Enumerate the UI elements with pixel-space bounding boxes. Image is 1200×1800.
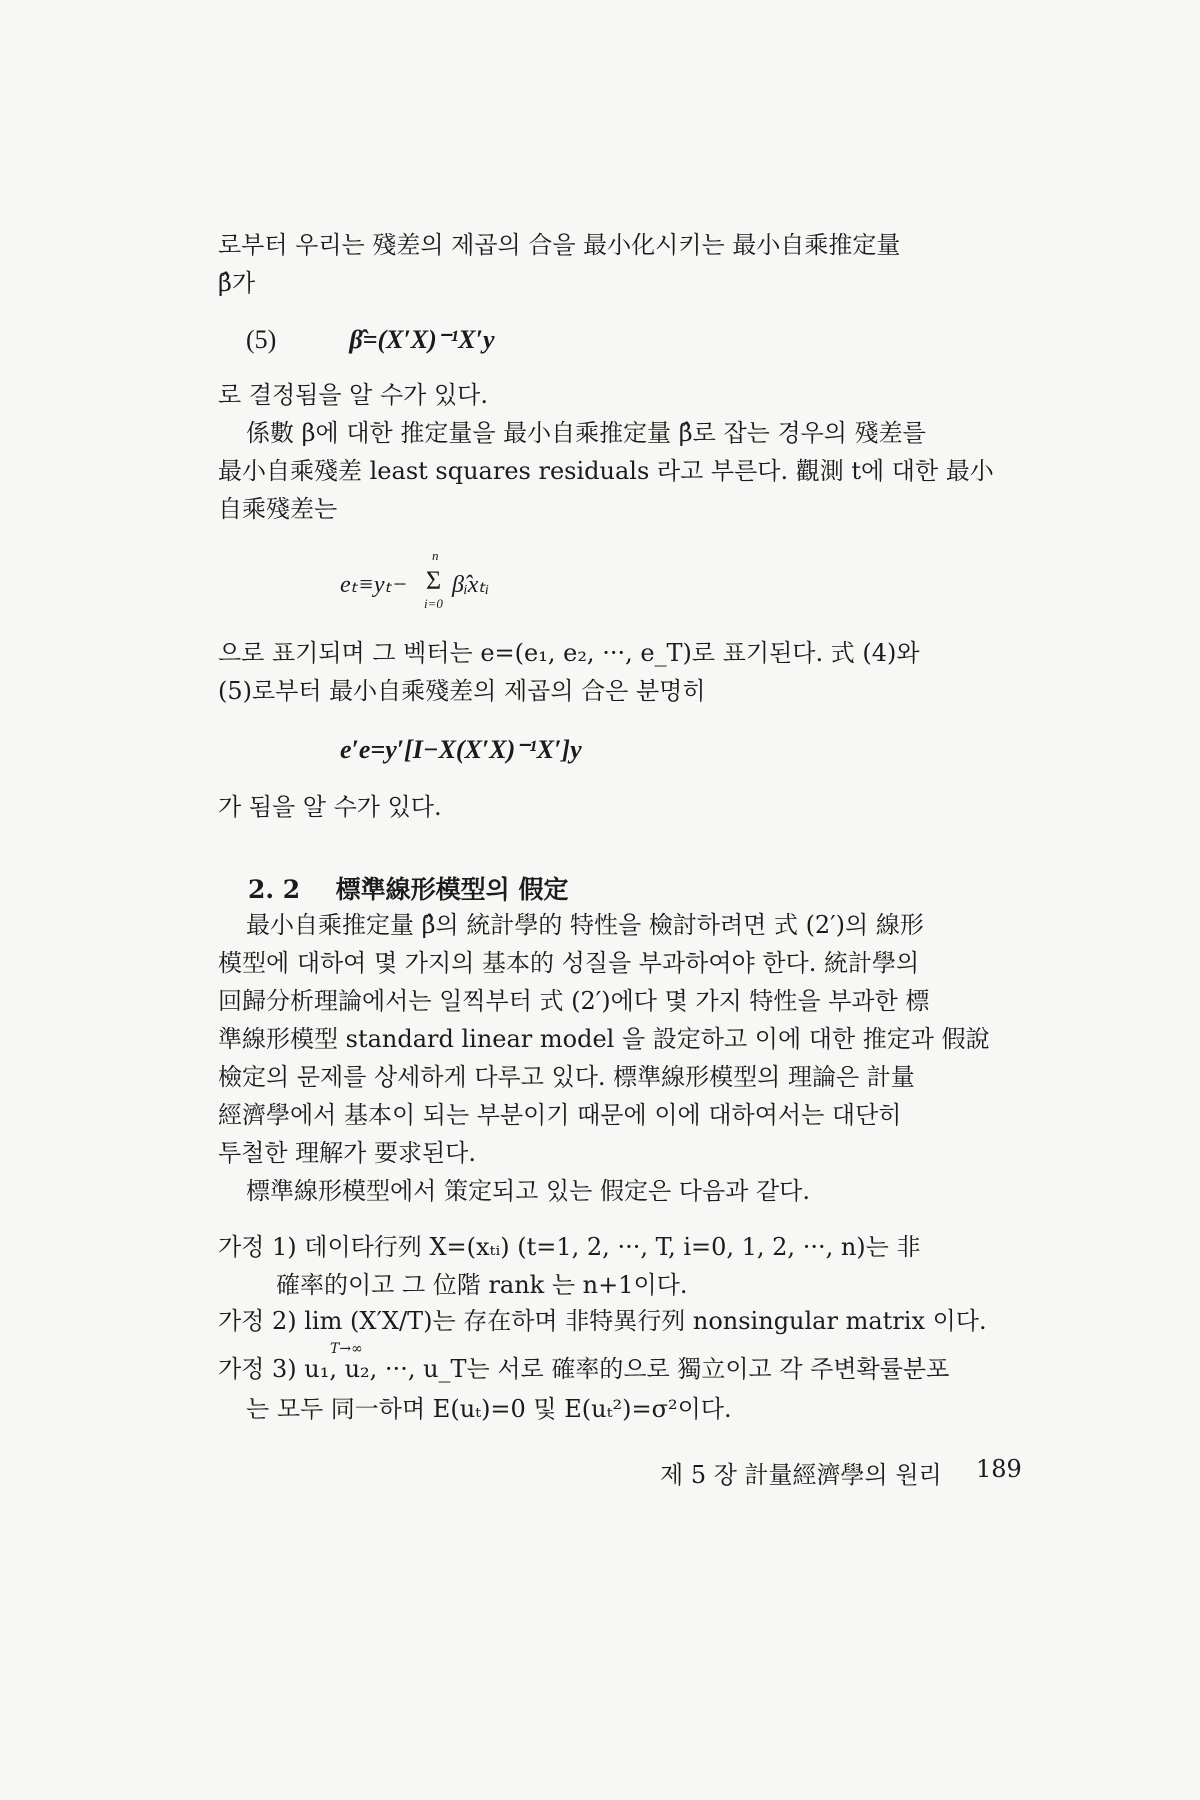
assumption-2-line-1: 가정 2) lim (X′X/T)는 存在하며 非特異行列 nonsingular matrix 이다. (218, 1307, 987, 1335)
section-title: 標準線形模型의 假定 (335, 875, 569, 904)
equation-formula: β̂=(X′X)⁻¹X′y (349, 325, 495, 354)
equation-residual-sum: e′e=y′[I−X(X′X)⁻¹X′]y (340, 735, 582, 764)
section-line-7: 투철한 理解가 要求된다. (218, 1139, 476, 1167)
para1-line-4: 自乘殘差는 (218, 495, 338, 523)
residual-lhs: eₜ≡yₜ− (340, 572, 408, 598)
section-number: 2. 2 (248, 875, 301, 904)
section-line-2: 模型에 대하여 몇 가지의 基本的 성질을 부과하여야 한다. 統計學의 (218, 949, 920, 977)
page-number: 189 (976, 1455, 1022, 1483)
section-line-1: 最小自乘推定量 β̂의 統計學的 特性을 檢討하려면 式 (2′)의 線形 (246, 911, 924, 939)
assumption-1-line-1: 가정 1) 데이타行列 X=(xₜᵢ) (t=1, 2, ···, T, i=0, 1, 2, ···, n)는 非 (218, 1233, 921, 1261)
para1-line-1: 로 결정됨을 알 수가 있다. (218, 381, 488, 409)
equation-5 (246, 325, 495, 355)
running-footer: 제 5 장 計量經濟學의 원리 (660, 1461, 942, 1489)
residual-rhs: β̂ᵢxₜᵢ (452, 572, 490, 598)
sum-sign: Σ (426, 566, 442, 595)
para2-line-2: (5)로부터 最小自乘殘差의 제곱의 合은 분명히 (218, 677, 706, 705)
para2-line-1: 으로 표기되며 그 벡터는 e=(e₁, e₂, ···, e_T)로 표기된다. 式 (4)와 (218, 639, 920, 667)
assumption-2-subscript: T→∞ (330, 1341, 363, 1357)
section-line-5: 檢定의 문제를 상세하게 다루고 있다. 標準線形模型의 理論은 計量 (218, 1063, 915, 1091)
intro-line-1: 로부터 우리는 殘差의 제곱의 合을 最小化시키는 最小自乘推定量 (218, 231, 901, 259)
intro-line-2: β̂가 (218, 269, 256, 297)
assumption-1-line-2: 確率的이고 그 位階 rank 는 n+1이다. (276, 1271, 688, 1299)
section-last-line: 標準線形模型에서 策定되고 있는 假定은 다음과 같다. (246, 1177, 810, 1205)
section-line-6: 經濟學에서 基本이 되는 부분이기 때문에 이에 대하여서는 대단히 (218, 1101, 902, 1129)
para3-line: 가 됨을 알 수가 있다. (218, 793, 442, 821)
section-line-3: 回歸分析理論에서는 일찍부터 式 (2′)에다 몇 가지 特性을 부과한 標 (218, 987, 930, 1015)
sum-upper-limit: n (432, 548, 439, 563)
para1-line-2: 係數 β에 대한 推定量을 最小自乘推定量 β̂로 잡는 경우의 殘差를 (246, 419, 926, 447)
sum-lower-limit: i=0 (424, 596, 443, 611)
assumption-3-line-1: 가정 3) u₁, u₂, ···, u_T는 서로 確率的으로 獨立이고 각 주변확률분포 (218, 1355, 950, 1383)
para1-line-3: 最小自乘殘差 least squares residuals 라고 부른다. 觀測 t에 대한 最小 (218, 457, 994, 485)
section-heading (248, 870, 569, 906)
equation-number: (5) (246, 325, 277, 354)
assumption-3-line-2: 는 모두 同一하며 E(uₜ)=0 및 E(uₜ²)=σ²이다. (246, 1395, 732, 1423)
section-line-4: 準線形模型 standard linear model 을 設定하고 이에 대한 推定과 假說 (218, 1025, 990, 1053)
